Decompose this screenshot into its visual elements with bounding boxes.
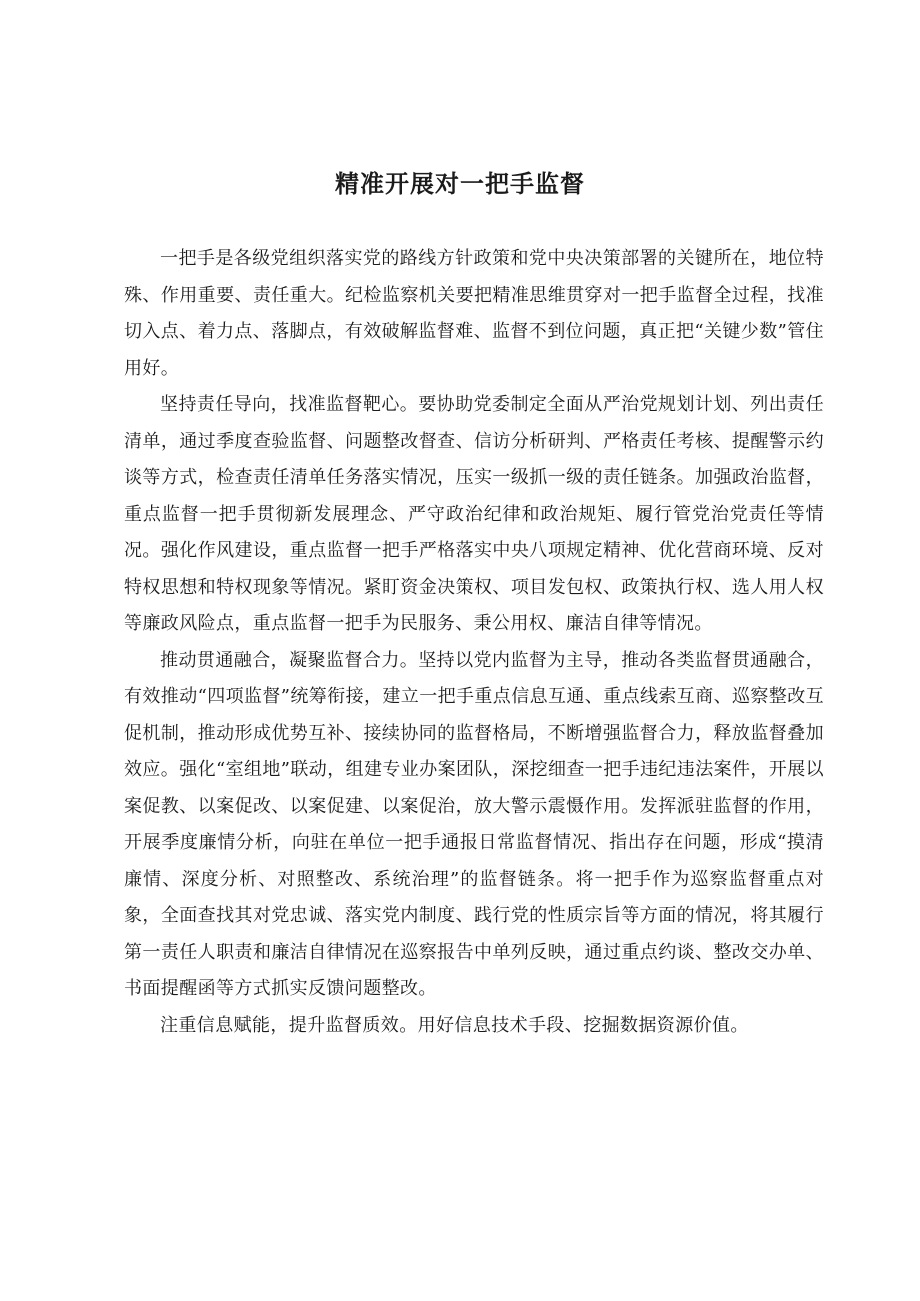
paragraph-responsibility: 坚持责任导向，找准监督靶心。要协助党委制定全面从严治党规划计划、列出责任清单，通过季度查验监督、问题整改督查、信访分析研判、严格责任考核、提醒警示约谈等方式，检查责任清单任务落实情况，压实一级抓一级的责任链条。加强政治监督，重点监督一把手贯彻新发展理念、严守政治纪律和政治规矩、履行管党治党责任等情况。强化作风建设，重点监督一把手严格落实中央八项规定精神、优化营商环境、反对特权思想和特权现象等情况。紧盯资金决策权、项目发包权、政策执行权、选人用人权等廉政风险点，重点监督一把手为民服务、秉公用权、廉洁自律等情况。 — [124, 394, 824, 634]
document-body — [124, 241, 824, 1044]
document-title: 精准开展对一把手监督 — [335, 170, 585, 198]
paragraph-information: 注重信息赋能，提升监督质效。用好信息技术手段、挖掘数据资源价值。 — [160, 1014, 749, 1036]
paragraph-integration: 推动贯通融合，凝聚监督合力。坚持以党内监督为主导，推动各类监督贯通融合，有效推动“四项监督”统筹衔接，建立一把手重点信息互通、重点线索互商、巡察整改互促机制，推动形成优势互补、接续协同的监督格局，不断增强监督合力，释放监督叠加效应。强化“室组地”联动，组建专业办案团队，深挖细查一把手违纪违法案件，开展以案促教、以案促改、以案促建、以案促治，放大警示震慑作用。发挥派驻监督的作用，开展季度廉情分析，向驻在单位一把手通报日常监督情况、指出存在问题，形成“摸清廉情、深度分析、对照整改、系统治理”的监督链条。将一把手作为巡察监督重点对象，全面查找其对党忠诚、落实党内制度、践行党的性质宗旨等方面的情况，将其履行第一责任人职责和廉洁自律情况在巡察报告中单列反映，通过重点约谈、整改交办单、书面提醒函等方式抓实反馈问题整改。 — [124, 649, 825, 999]
paragraph-intro: 一把手是各级党组织落实党的路线方针政策和党中央决策部署的关键所在，地位特殊、作用重要、责任重大。纪检监察机关要把精准思维贯穿对一把手监督全过程，找准切入点、着力点、落脚点，有效破解监督难、监督不到位问题，真正把“关键少数”管住用好。 — [124, 248, 825, 379]
